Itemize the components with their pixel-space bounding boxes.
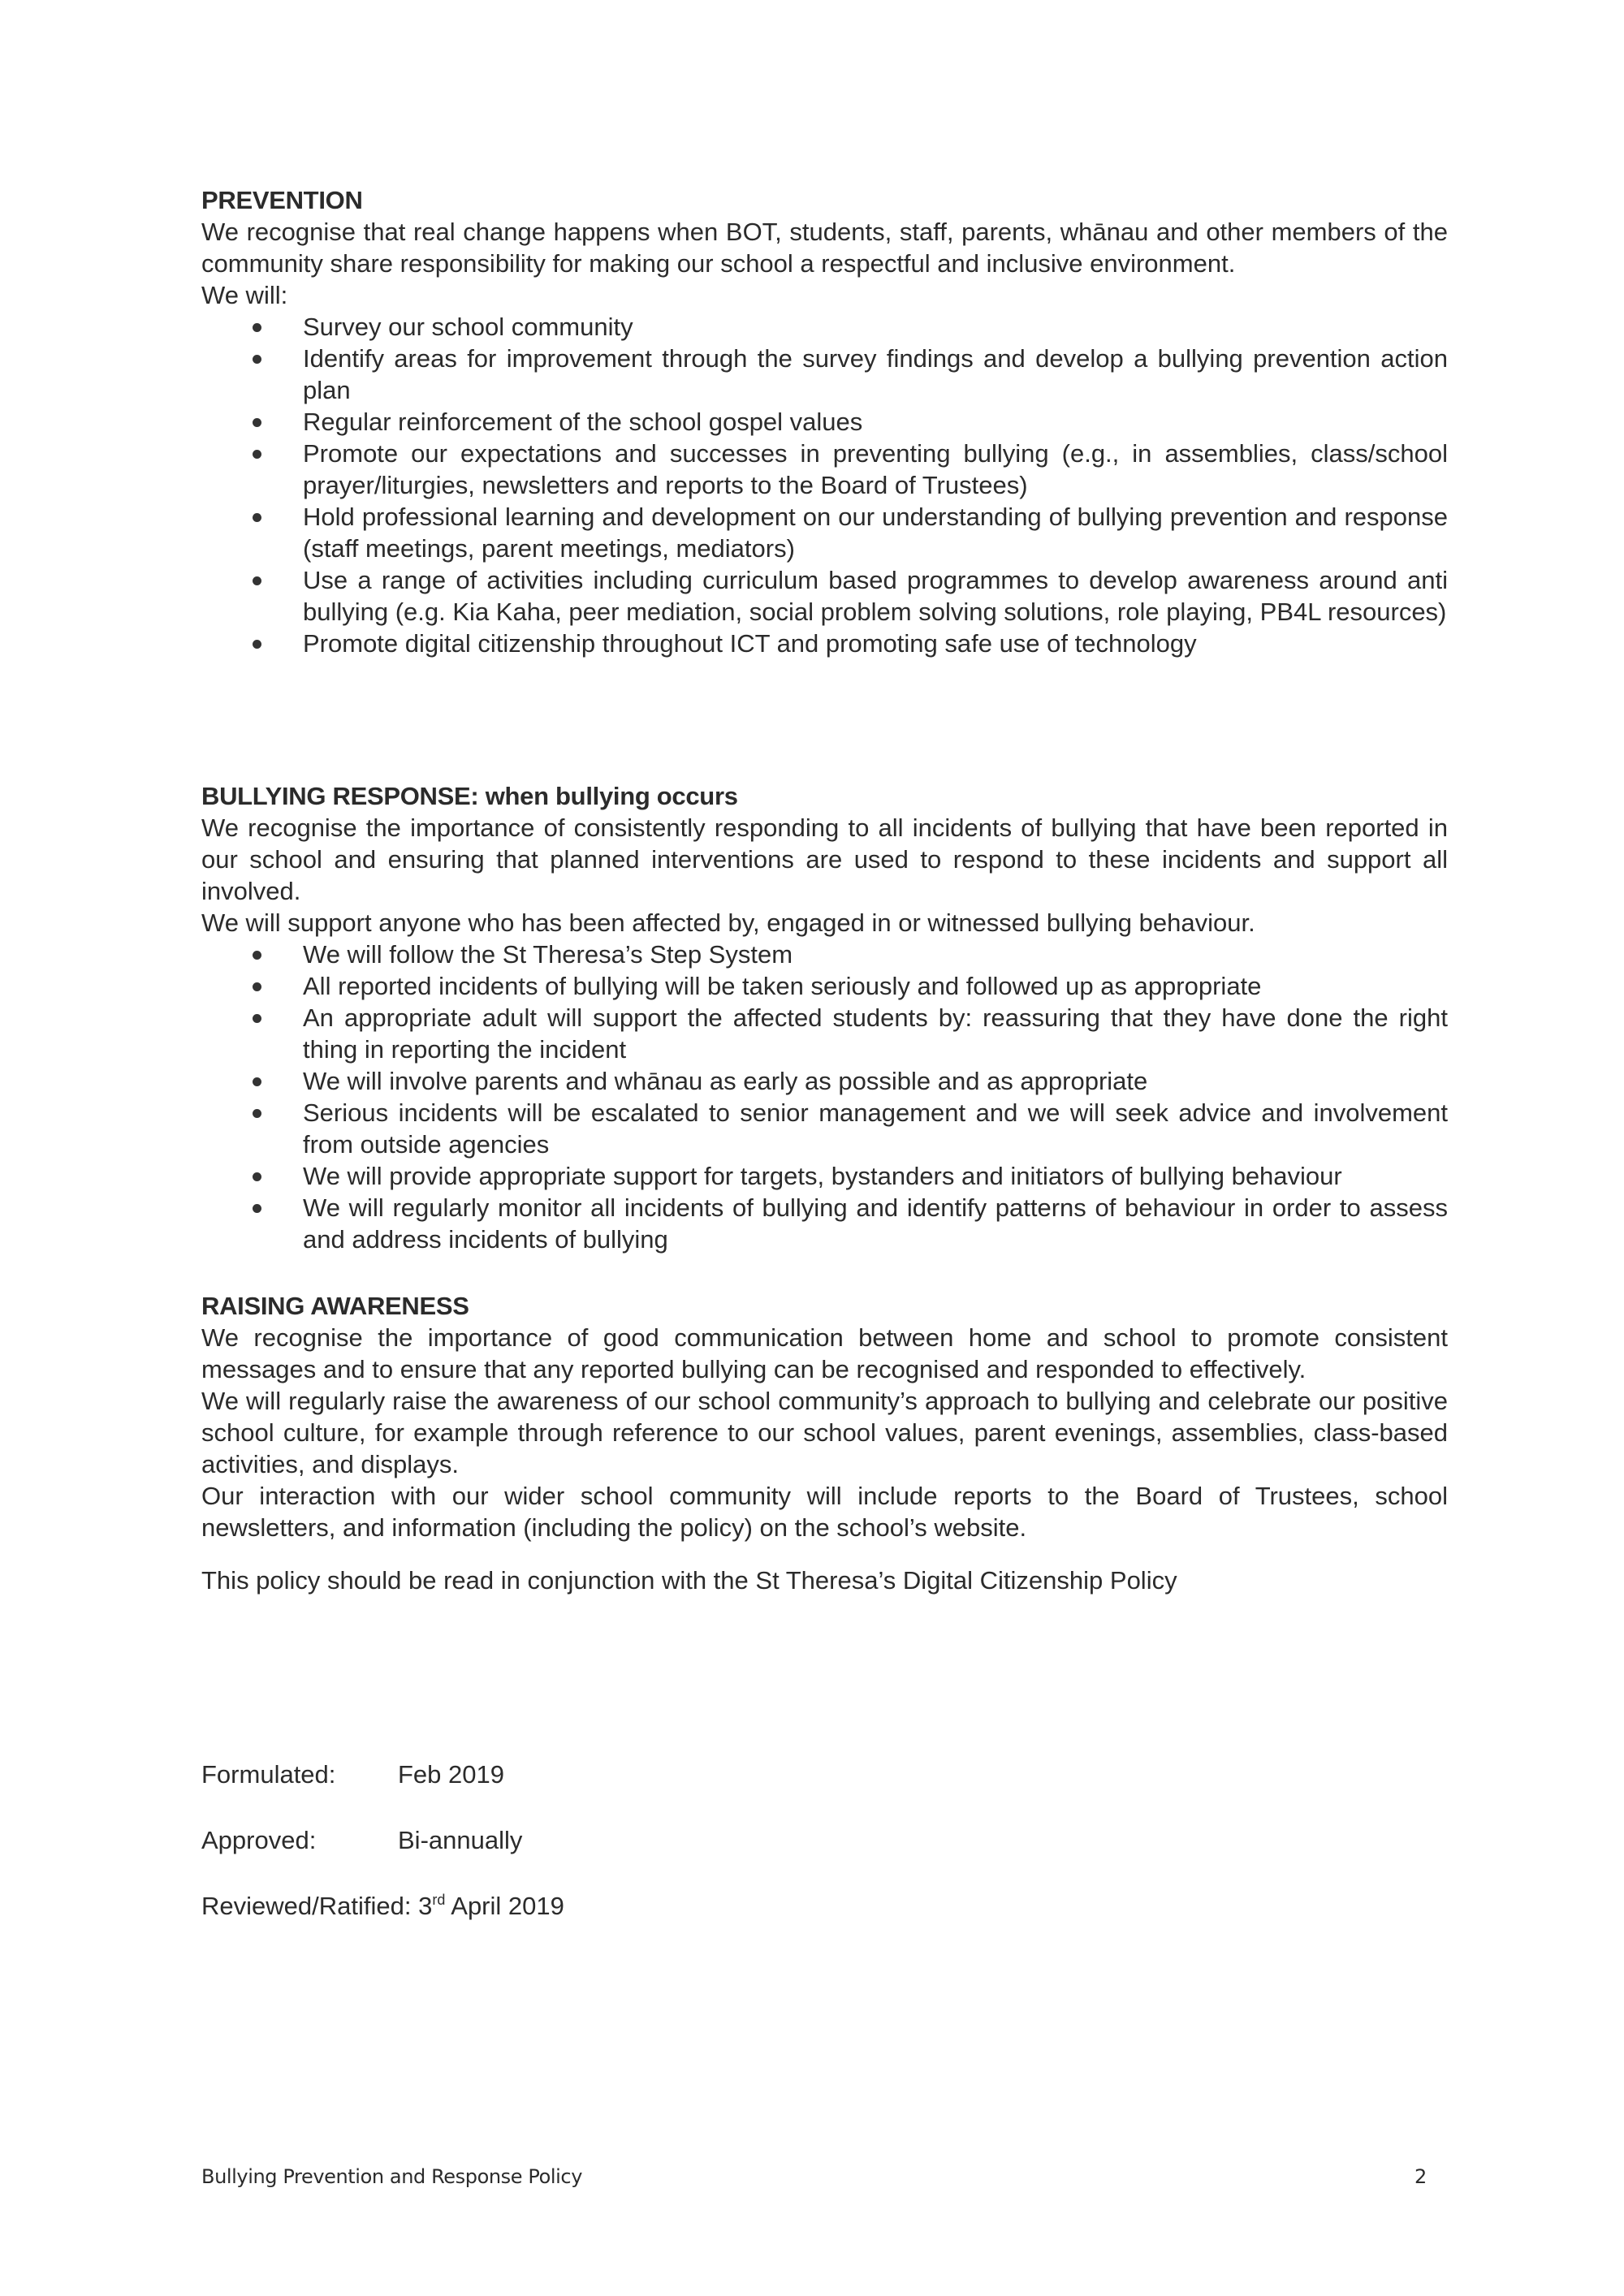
list-item	[201, 1065, 1448, 1097]
paragraph: We recognise the importance of good communication between home and school to promote consistent messages and to ensure that any reported bullying can be recognised and responded to effectively.	[201, 1323, 1448, 1383]
meta-approved	[201, 1824, 522, 1856]
meta-label: Formulated:	[201, 1760, 336, 1789]
list-item	[201, 1160, 1448, 1192]
meta-reviewed	[201, 1890, 564, 1922]
bullet-icon	[253, 576, 261, 585]
conjunction-note: This policy should be read in conjunction with the St Theresa’s Digital Citizenship Policy	[201, 1566, 1177, 1595]
list-item	[201, 628, 1448, 659]
list-item-text: Hold professional learning and development on our understanding of bullying prevention and response (staff meetings, parent meetings, mediators)	[303, 503, 1448, 563]
bullet-list	[201, 939, 1448, 1255]
meta-value-rest: April 2019	[451, 1892, 564, 1920]
meta-value: Feb 2019	[398, 1760, 504, 1789]
list-item-text: All reported incidents of bullying will be taken seriously and followed up as appropriate	[303, 972, 1262, 1000]
list-item-text: We will involve parents and whānau as early as possible and as appropriate	[303, 1067, 1148, 1095]
section-lead: We will:	[201, 281, 288, 309]
list-item-text: Serious incidents will be escalated to senior management and we will seek advice and involvement from outside agencies	[303, 1098, 1448, 1159]
bullet-icon	[253, 982, 261, 991]
section-heading: RAISING AWARENESS	[201, 1292, 469, 1320]
list-item	[201, 438, 1448, 501]
list-item	[201, 564, 1448, 628]
list-item-text: We will follow the St Theresa’s Step System	[303, 940, 793, 969]
section-intro: We recognise the importance of consistently responding to all incidents of bullying that have been reported in our school and ensuring that planned interventions are used to respond to these incidents and support all involved.	[201, 814, 1448, 905]
meta-formulated	[201, 1759, 504, 1790]
bullet-icon	[253, 450, 261, 459]
meta-label: Reviewed/Ratified:	[201, 1892, 412, 1920]
section-intro: We recognise that real change happens when BOT, students, staff, parents, whānau and other members of the community share responsibility for making our school a respectful and inclusive environment.	[201, 218, 1448, 278]
bullet-icon	[253, 355, 261, 364]
footer-document-title: Bullying Prevention and Response Policy	[201, 2165, 583, 2188]
list-item	[201, 1002, 1448, 1065]
list-item	[201, 501, 1448, 564]
list-item	[201, 406, 1448, 438]
list-item-text: Promote our expectations and successes in preventing bullying (e.g., in assemblies, class/school prayer/liturgies, newsletters and reports to the Board of Trustees)	[303, 439, 1448, 499]
meta-value: Bi-annually	[398, 1826, 523, 1854]
section-heading: PREVENTION	[201, 186, 363, 214]
meta-value-suffix: rd	[432, 1892, 446, 1908]
list-item	[201, 343, 1448, 406]
bullet-list	[201, 311, 1448, 659]
meta-value-day: 3	[418, 1892, 433, 1920]
section-raising-awareness	[201, 1290, 1448, 1543]
list-item-text: Regular reinforcement of the school gospel values	[303, 408, 863, 436]
paragraph: We will regularly raise the awareness of our school community’s approach to bullying and celebrate our positive school culture, for example through reference to our school values, parent evenings, assemblies, class-based activities, and displays.	[201, 1387, 1448, 1478]
list-item-text: Identify areas for improvement through the survey findings and develop a bullying prevention action plan	[303, 344, 1448, 404]
list-item	[201, 1192, 1448, 1255]
bullet-icon	[253, 1014, 261, 1023]
list-item-text: Use a range of activities including curriculum based programmes to develop awareness around anti bullying (e.g. Kia Kaha, peer mediation, social problem solving solutions, role playing, PB4L resources)	[303, 566, 1448, 626]
list-item	[201, 970, 1448, 1002]
bullet-icon	[253, 1077, 261, 1086]
section-prevention	[201, 184, 1448, 659]
bullet-icon	[253, 1172, 261, 1181]
bullet-icon	[253, 418, 261, 427]
list-item-text: We will regularly monitor all incidents of bullying and identify patterns of behaviour in order to assess and address incidents of bullying	[303, 1193, 1448, 1254]
list-item	[201, 939, 1448, 970]
bullet-icon	[253, 1109, 261, 1118]
bullet-icon	[253, 513, 261, 522]
list-item-text: Promote digital citizenship throughout ICT and promoting safe use of technology	[303, 629, 1197, 658]
section-bullying-response	[201, 780, 1448, 1255]
section-lead: We will support anyone who has been affected by, engaged in or witnessed bullying behaviour.	[201, 908, 1255, 937]
footer-page-number: 2	[1415, 2165, 1427, 2188]
bullet-icon	[253, 1204, 261, 1213]
bullet-icon	[253, 951, 261, 960]
list-item-text: Survey our school community	[303, 313, 633, 341]
section-heading: BULLYING RESPONSE: when bullying occurs	[201, 782, 738, 810]
list-item	[201, 311, 1448, 343]
meta-label: Approved:	[201, 1826, 317, 1854]
list-item-text: We will provide appropriate support for targets, bystanders and initiators of bullying behaviour	[303, 1162, 1342, 1190]
paragraph: Our interaction with our wider school community will include reports to the Board of Trustees, school newsletters, and information (including the policy) on the school’s website.	[201, 1482, 1448, 1542]
bullet-icon	[253, 640, 261, 649]
list-item-text: An appropriate adult will support the affected students by: reassuring that they have done the right thing in reporting the incident	[303, 1003, 1448, 1064]
bullet-icon	[253, 323, 261, 332]
list-item	[201, 1097, 1448, 1160]
